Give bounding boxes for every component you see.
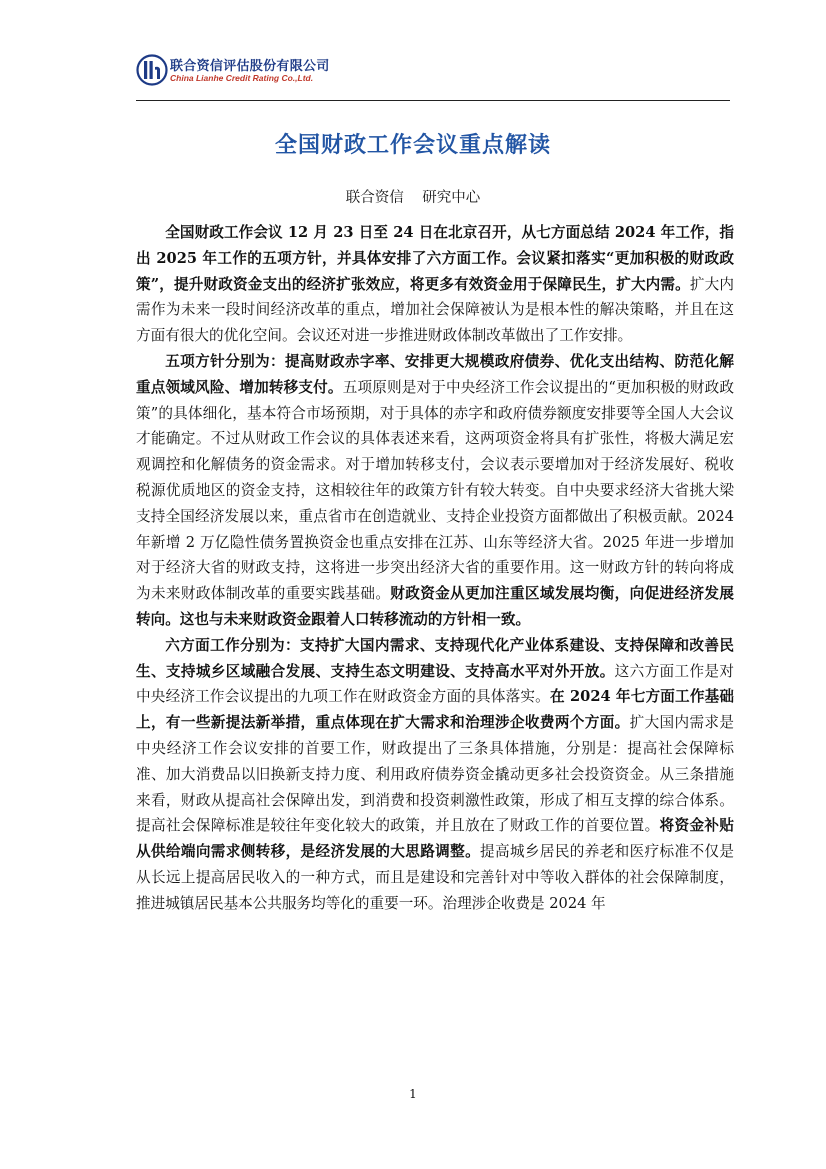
bold-text: 全国财政工作会议 12 月 23 日至 24 日在北京召开，从七方面总结 2024 年工作，指出 2025 年工作的五项方针，并具体安排了六方面工作。会议紧扣落实“更加积极的财政政策”，提升财政资金支出的经济扩张效应，将更多有效资金用于保障民生，扩大内需。 bbox=[136, 224, 734, 293]
article-body bbox=[136, 220, 734, 917]
company-name-en: China Lianhe Credit Rating Co.,Ltd. bbox=[170, 73, 314, 83]
page-number: 1 bbox=[409, 1087, 417, 1101]
letterhead bbox=[136, 54, 736, 94]
paragraph bbox=[136, 633, 734, 917]
body-text: 扩大内需作为未来一段时间经济改革的重点，增加社会保障被认为是根本性的解决策略，并且在这方面有很大的优化空间。会议还对进一步推进财政体制改革做出了工作安排。 bbox=[136, 275, 734, 345]
lianhe-logo-icon bbox=[136, 54, 168, 86]
body-text: 五项原则是对于中央经济工作会议提出的“更加积极的财政政策”的具体细化，基本符合市场预期，对于具体的赤字和政府债券额度安排要等全国人大会议才能确定。不过从财政工作会议的具体表述来看，这两项资金将具有扩张性，将极大满足宏观调控和化解债务的资金需求。对于增加转移支付，会议表示要增加对于经济发展好、税收税源优质地区的资金支持，这相较往年的政策方针有较大转变。自中央要求经济大省挑大梁支持全国经济发展以来，重点省市在创造就业、支持企业投资方面都做出了积极贡献。2024 年新增 2 万亿隐性债务置换资金也重点安排在江苏、山东等经济大省。2025 年进一步增加对于经济大省的财政支持，这将进一步突出经济大省的重要作用。这一财政方针的转向将成为未来财政体制改革的重要实践基础。 bbox=[136, 378, 734, 603]
bold-text: 五项方针分别为：提高财政赤字率、安排更大规模政府债券、优化支出结构、防范化解重点领域风险、增加转移支付。 bbox=[136, 352, 734, 396]
document-title: 全国财政工作会议重点解读 bbox=[274, 133, 551, 158]
paragraph bbox=[136, 349, 734, 633]
header-divider bbox=[136, 100, 730, 101]
body-text: 这六方面工作是对中央经济工作会议提出的九项工作在财政资金方面的具体落实。 bbox=[136, 662, 734, 706]
bold-text: 六方面工作分别为：支持扩大国内需求、支持现代化产业体系建设、支持保障和改善民生、支持城乡区域融合发展、支持生态文明建设、支持高水平对外开放。 bbox=[136, 636, 734, 680]
bold-text: 将资金补贴从供给端向需求侧转移，是经济发展的大思路调整。 bbox=[136, 817, 734, 861]
company-name-cn: 联合资信评估股份有限公司 bbox=[170, 59, 330, 74]
body-text: 扩大国内需求是中央经济工作会议安排的首要工作，财政提出了三条具体措施，分别是：提高社会保障标准、加大消费品以旧换新支持力度、利用政府债券资金撬动更多社会投资资金。从三条措施来看，财政从提高社会保障出发，到消费和投资刺激性政策，形成了相互支撑的综合体系。提高社会保障标准是较往年变化较大的政策，并且放在了财政工作的首要位置。 bbox=[136, 714, 734, 835]
body-text: 提高城乡居民的养老和医疗标准不仅是从长远上提高居民收入的一种方式，而且是建设和完善针对中等收入群体的社会保障制度，推进城镇居民基本公共服务均等化的重要一环。治理涉企收费是 2024 年 bbox=[136, 843, 734, 912]
paragraph bbox=[136, 220, 734, 349]
bold-text: 财政资金从更加注重区域发展均衡，向促进经济发展转向。这也与未来财政资金跟着人口转移流动的方针相一致。 bbox=[136, 585, 734, 628]
byline: 联合资信 研究中心 bbox=[345, 190, 481, 206]
bold-text: 在 2024 年七方面工作基础上，有一些新提法新举措，重点体现在扩大需求和治理涉企收费两个方面。 bbox=[136, 688, 734, 732]
